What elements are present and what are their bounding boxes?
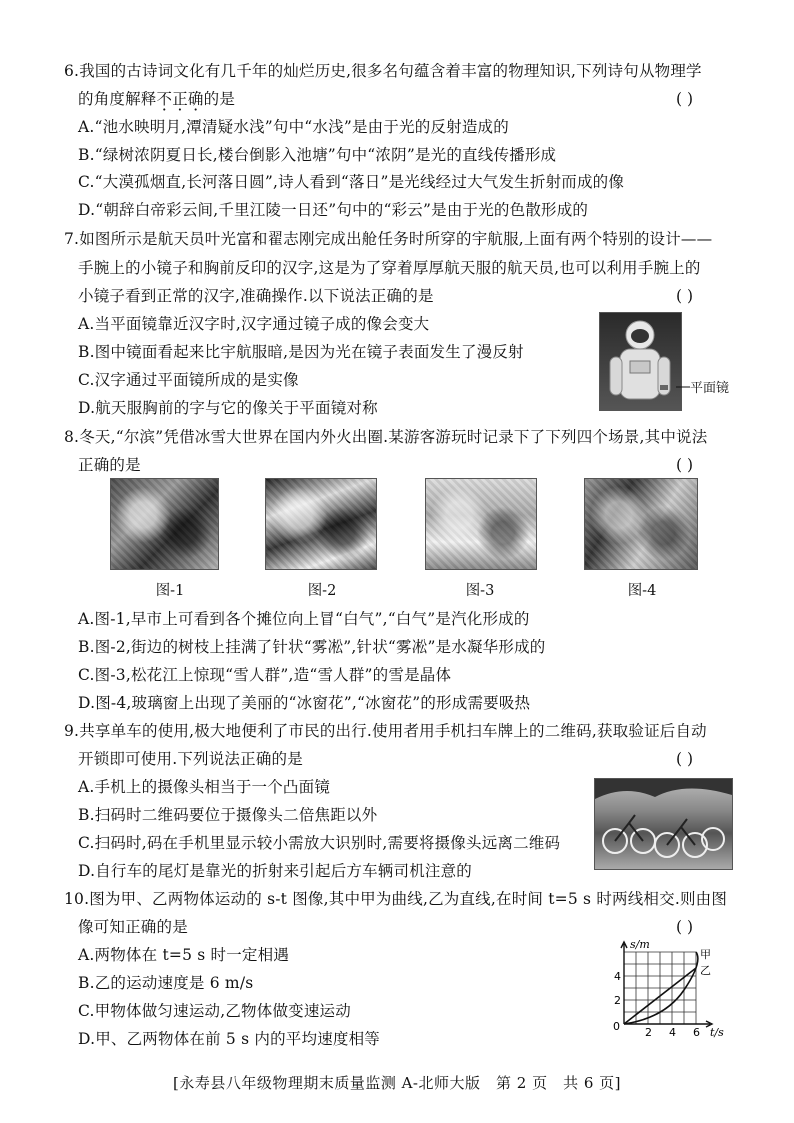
q6-emphasis-char: 正 xyxy=(172,90,188,108)
q6-option-c: C.“大漠孤烟直,长河落日圆”,诗人看到“落日”是光线经过大气发生折射而成的像 xyxy=(78,173,625,191)
q9-answer-paren: ( ) xyxy=(676,750,694,768)
photo-fig4 xyxy=(584,478,698,570)
astronaut-illustration xyxy=(600,313,681,410)
q9-stem-line1: 9.共享单车的使用,极大地便利了市民的出行.使用者用手机扫车牌上的二维码,获取验证后自动 xyxy=(64,722,707,740)
q10-stem-line2: 像可知正确的是 xyxy=(78,918,188,936)
q8-stem-line1: 8.冬天,“尔滨”凭借冰雪大世界在国内外火出圈.某游客游玩时记录下了下列四个场景,其中说法 xyxy=(64,428,708,446)
q6-stem-part-a: 的角度解释 xyxy=(78,90,157,108)
graph-x-tick-4: 4 xyxy=(669,1026,676,1038)
q6-option-d: D.“朝辞白帝彩云间,千里江陵一日还”句中的“彩云”是由于光的色散形成的 xyxy=(78,201,589,219)
q8-stem-line2: 正确的是 xyxy=(78,456,141,474)
st-graph xyxy=(610,938,740,1038)
graph-origin: 0 xyxy=(613,1020,620,1033)
q7-option-d: D.航天服胸前的字与它的像关于平面镜对称 xyxy=(78,399,378,417)
q6-option-a: A.“池水映明月,潭清疑水浅”句中“水浅”是由于光的反射造成的 xyxy=(78,118,509,136)
q9-option-c: C.扫码时,码在手机里显示较小需放大识别时,需要将摄像头远离二维码 xyxy=(78,834,561,852)
q10-option-d: D.甲、乙两物体在前 5 s 内的平均速度相等 xyxy=(78,1030,380,1048)
q8-option-d: D.图-4,玻璃窗上出现了美丽的“冰窗花”,“冰窗花”的形成需要吸热 xyxy=(78,694,531,712)
q6-answer-paren: ( ) xyxy=(676,90,694,108)
q7-answer-paren: ( ) xyxy=(676,287,694,305)
q8-option-b: B.图-2,街边的树枝上挂满了针状“雾凇”,针状“雾凇”是水凝华形成的 xyxy=(78,638,546,656)
caption-fig1: 图-1 xyxy=(155,583,185,599)
photo-fig1 xyxy=(110,478,219,570)
q6-emphasis-char: 不 xyxy=(156,90,173,108)
q7-stem-line2: 手腕上的小镜子和胸前反印的汉字,这是为了穿着厚厚航天服的航天员,也可以利用手腕上的 xyxy=(78,259,701,277)
q10-answer-paren: ( ) xyxy=(676,918,694,936)
q8-option-c: C.图-3,松花江上惊现“雪人群”,造“雪人群”的雪是晶体 xyxy=(78,666,452,684)
graph-y-tick-2: 2 xyxy=(614,994,621,1007)
q6-stem-line2 xyxy=(78,88,235,110)
q8-answer-paren: ( ) xyxy=(676,456,694,474)
photo-fig3 xyxy=(425,478,537,570)
q10-stem-line1: 10.图为甲、乙两物体运动的 s-t 图像,其中甲为曲线,乙为直线,在时间 t=5 s 时两线相交.则由图 xyxy=(64,890,728,908)
mirror-pointer-line xyxy=(676,382,690,392)
astronaut-photo xyxy=(599,312,682,411)
graph-x-label: t/s xyxy=(710,1026,724,1038)
page-footer: [永寿县八年级物理期末质量监测 A-北师大版 第 2 页 共 6 页] xyxy=(172,1074,622,1092)
q7-stem-line1: 7.如图所示是航天员叶光富和翟志刚完成出舱任务时所穿的宇航服,上面有两个特别的设计—— xyxy=(64,230,713,248)
graph-x-tick-6: 6 xyxy=(693,1026,700,1038)
q9-option-d: D.自行车的尾灯是靠光的折射来引起后方车辆司机注意的 xyxy=(78,862,473,880)
q9-option-a: A.手机上的摄像头相当于一个凸面镜 xyxy=(78,778,331,796)
q10-option-b: B.乙的运动速度是 6 m/s xyxy=(78,974,254,992)
q7-option-a: A.当平面镜靠近汉字时,汉字通过镜子成的像会变大 xyxy=(78,315,430,333)
caption-fig4: 图-4 xyxy=(627,583,657,599)
q10-option-c: C.甲物体做匀速运动,乙物体做变速运动 xyxy=(78,1002,351,1020)
q7-stem-line3: 小镜子看到正常的汉字,准确操作.以下说法正确的是 xyxy=(78,287,434,305)
q8-option-a: A.图-1,早市上可看到各个摊位向上冒“白气”,“白气”是汽化形成的 xyxy=(78,610,530,628)
graph-y-tick-4: 4 xyxy=(614,970,621,983)
bikes-illustration xyxy=(595,779,732,869)
caption-fig2: 图-2 xyxy=(307,583,337,599)
q7-option-b: B.图中镜面看起来比宇航服暗,是因为光在镜子表面发生了漫反射 xyxy=(78,343,524,361)
shared-bikes-photo xyxy=(594,778,733,870)
q7-option-c: C.汉字通过平面镜所成的是实像 xyxy=(78,371,299,389)
graph-label-jia: 甲 xyxy=(700,948,711,961)
graph-label-yi: 乙 xyxy=(700,964,711,977)
mirror-label: 平面镜 xyxy=(690,381,730,396)
graph-x-tick-2: 2 xyxy=(645,1026,652,1038)
photo-fig2 xyxy=(265,478,377,570)
q9-option-b: B.扫码时二维码要位于摄像头二倍焦距以外 xyxy=(78,806,378,824)
q6-emphasis-char: 确 xyxy=(187,90,204,108)
caption-fig3: 图-3 xyxy=(465,583,495,599)
q10-option-a: A.两物体在 t=5 s 时一定相遇 xyxy=(78,946,290,964)
q6-option-b: B.“绿树浓阴夏日长,楼台倒影入池塘”句中“浓阴”是光的直线传播形成 xyxy=(78,146,557,164)
q6-stem-line1: 6.我国的古诗词文化有几千年的灿烂历史,很多名句蕴含着丰富的物理知识,下列诗句从物理学 xyxy=(64,62,702,80)
q9-stem-line2: 开锁即可使用.下列说法正确的是 xyxy=(78,750,303,768)
q6-stem-part-b: 的是 xyxy=(203,90,236,108)
graph-y-label: s/m xyxy=(630,938,650,951)
